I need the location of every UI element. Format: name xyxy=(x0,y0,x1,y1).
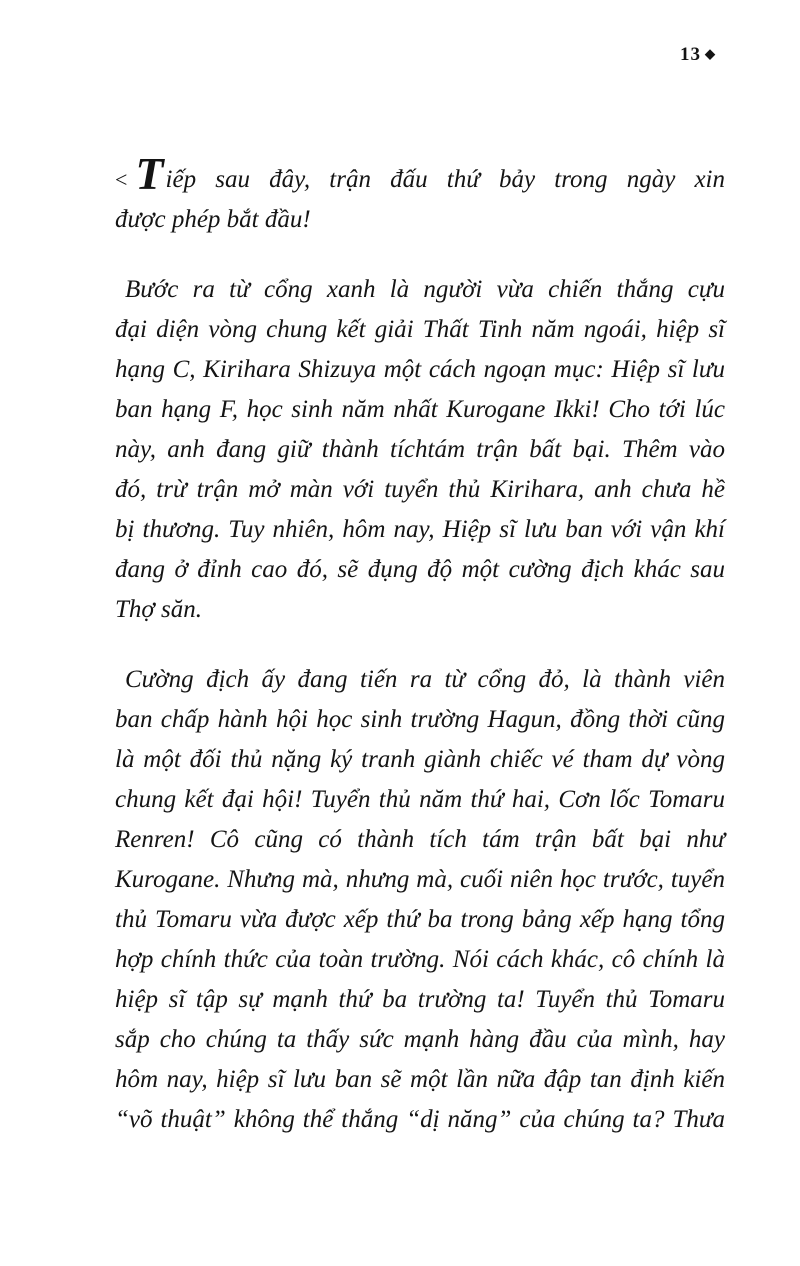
text-line: Bước ra từ cổng xanh là người vừa chiến thắng cựu xyxy=(125,276,725,303)
text-line: Renren! Cô cũng có thành tích tám trận bất bại như xyxy=(115,826,725,853)
text-line: hạng C, Kirihara Shizuya một cách ngoạn mục: Hiệp sĩ lưu xyxy=(115,356,725,383)
page-number xyxy=(680,44,716,66)
text-line: đó, trừ trận mở màn với tuyển thủ Kirihara, anh chưa hề xyxy=(115,476,725,503)
page-number-text: 13 xyxy=(680,44,701,65)
text-line: thủ Tomaru vừa được xếp thứ ba trong bảng xếp hạng tổng xyxy=(115,906,725,933)
paragraph-2 xyxy=(115,270,725,630)
text-line: Cường địch ấy đang tiến ra từ cổng đỏ, là thành viên xyxy=(125,666,725,693)
text-line: Thợ săn. xyxy=(115,596,202,623)
text-line: “võ thuật” không thể thắng “dị năng” của chúng ta? Thưa xyxy=(115,1106,725,1133)
line-text: iếp sau đây, trận đấu thứ bảy trong ngày xin xyxy=(165,166,725,193)
text-line: đại diện vòng chung kết giải Thất Tinh năm ngoái, hiệp sĩ xyxy=(115,316,725,343)
text-line: được phép bắt đầu! xyxy=(115,206,311,233)
text-line: ban hạng F, học sinh năm nhất Kurogane Ikki! Cho tới lúc xyxy=(115,396,725,423)
text-line: sắp cho chúng ta thấy sức mạnh hàng đầu của mình, hay xyxy=(115,1026,725,1053)
text-line: bị thương. Tuy nhiên, hôm nay, Hiệp sĩ lưu ban với vận khí xyxy=(115,516,725,543)
text-line: này, anh đang giữ thành tíchtám trận bất bại. Thêm vào xyxy=(115,436,725,463)
drop-cap: T xyxy=(135,148,164,199)
text-line xyxy=(115,148,725,200)
text-line: đang ở đỉnh cao đó, sẽ đụng độ một cường địch khác sau xyxy=(115,556,725,583)
body-text xyxy=(115,148,725,1170)
opening-mark: < xyxy=(115,167,128,192)
text-line: hợp chính thức của toàn trường. Nói cách khác, cô chính là xyxy=(115,946,725,973)
text-line: chung kết đại hội! Tuyển thủ năm thứ hai, Cơn lốc Tomaru xyxy=(115,786,725,813)
paragraph-1 xyxy=(115,148,725,240)
text-line: hiệp sĩ tập sự mạnh thứ ba trường ta! Tuyển thủ Tomaru xyxy=(115,986,725,1013)
text-line: Kurogane. Nhưng mà, nhưng mà, cuối niên học trước, tuyển xyxy=(115,866,725,893)
text-line: hôm nay, hiệp sĩ lưu ban sẽ một lần nữa đập tan định kiến xyxy=(115,1066,725,1093)
diamond-icon: ◆ xyxy=(705,46,716,61)
text-line: ban chấp hành hội học sinh trường Hagun, đồng thời cũng xyxy=(115,706,725,733)
paragraph-3 xyxy=(115,660,725,1140)
text-line: là một đối thủ nặng ký tranh giành chiếc vé tham dự vòng xyxy=(115,746,725,773)
